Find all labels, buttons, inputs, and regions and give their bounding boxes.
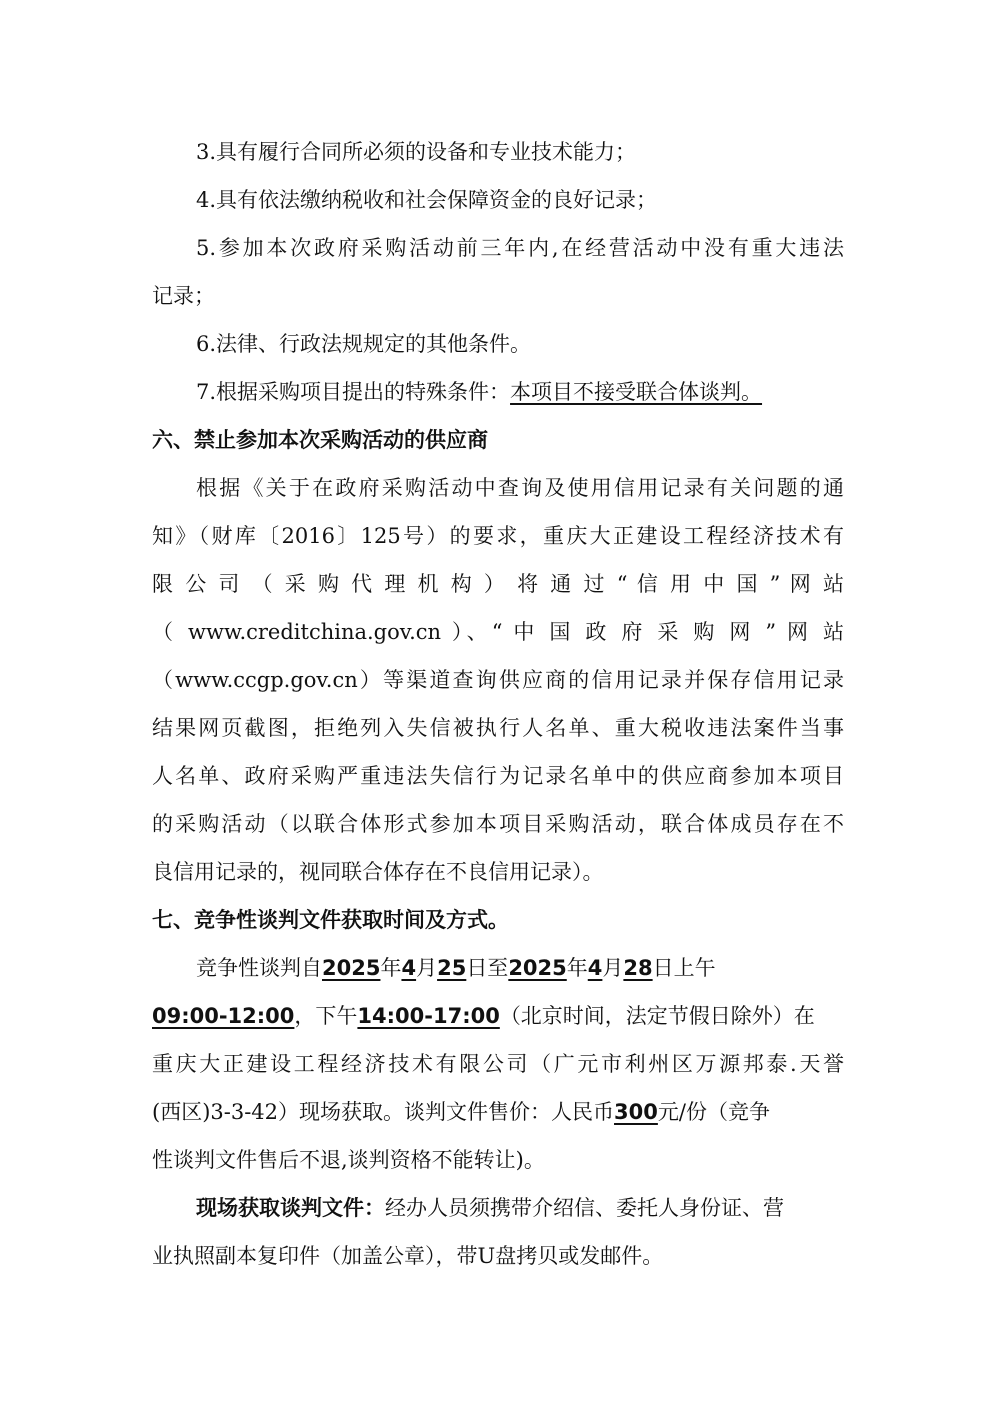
- no-refund-note: 性谈判文件售后不退,谈判资格不能转让)。: [152, 1148, 545, 1172]
- document-price: [152, 1094, 844, 1130]
- section-6-line-3: 限 公 司 （ 采 购 代 理 机 构 ） 将 通 过 “ 信 用 中 国 ” 网 站: [152, 572, 844, 596]
- section-6-line-5: （www.ccgp.gov.cn）等渠道查询供应商的信用记录并保存信用记录: [152, 668, 844, 692]
- section-6-line-9: 良信用记录的，视同联合体存在不良信用记录）。: [152, 860, 604, 884]
- start-year: 2025: [322, 956, 381, 980]
- dates-text-7: 日上午: [652, 956, 716, 980]
- special-condition: [196, 374, 844, 410]
- section-7-heading: 七、竞争性谈判文件获取时间及方式。: [152, 908, 509, 932]
- morning-hours: 09:00-12:00: [152, 1004, 295, 1028]
- dates-text-3: 月: [416, 956, 438, 980]
- dates-text-5: 年: [566, 956, 588, 980]
- qualification-item-5-continued: 记录；: [152, 284, 215, 308]
- start-month: 4: [401, 956, 417, 980]
- end-day: 28: [623, 956, 653, 980]
- qualification-item-6: 6.法律、行政法规规定的其他条件。: [196, 332, 532, 356]
- special-condition-value: 本项目不接受联合体谈判。: [510, 380, 763, 404]
- special-condition-label: 7.根据采购项目提出的特殊条件：: [196, 380, 511, 404]
- onsite-acquisition: [196, 1190, 844, 1226]
- onsite-label: 现场获取谈判文件：: [196, 1196, 385, 1220]
- end-year: 2025: [508, 956, 567, 980]
- dates-text-2: 年: [380, 956, 402, 980]
- dates-text-4: 日至: [466, 956, 509, 980]
- qualification-item-4: 4.具有依法缴纳税收和社会保障资金的良好记录；: [196, 188, 658, 212]
- section-6-line-8: 的采购活动（以联合体形式参加本项目采购活动，联合体成员存在不: [152, 812, 844, 836]
- price-unit: 元/份（竞争: [657, 1100, 770, 1124]
- start-day: 25: [437, 956, 467, 980]
- price-text: (西区)3-3-42）现场获取。谈判文件售价：人民币: [152, 1100, 615, 1124]
- section-6-line-4: （ www.creditchina.gov.cn ）、“ 中 国 政 府 采 购 网 ” 网 站: [152, 620, 844, 644]
- end-month: 4: [587, 956, 603, 980]
- acquisition-hours: [152, 998, 844, 1034]
- onsite-text: 经办人员须携带介绍信、委托人身份证、营: [385, 1196, 784, 1220]
- onsite-acquisition-continued: 业执照副本复印件（加盖公章），带U盘拷贝或发邮件。: [152, 1244, 664, 1268]
- section-6-line-7: 人名单、政府采购严重违法失信行为记录名单中的供应商参加本项目: [152, 764, 844, 788]
- afternoon-hours: 14:00-17:00: [357, 1004, 500, 1028]
- hours-text-2: （北京时间，法定节假日除外）在: [499, 1004, 815, 1028]
- acquisition-location: 重庆大正建设工程经济技术有限公司（广元市利州区万源邦泰.天誉: [152, 1052, 844, 1076]
- section-6-line-2: 知》（财库〔2016〕125号）的要求，重庆大正建设工程经济技术有: [152, 524, 844, 548]
- price-value: 300: [614, 1100, 658, 1124]
- dates-text-6: 月: [602, 956, 624, 980]
- qualification-item-3: 3.具有履行合同所必须的设备和专业技术能力；: [196, 140, 637, 164]
- section-6-line-6: 结果网页截图，拒绝列入失信被执行人名单、重大税收违法案件当事: [152, 716, 844, 740]
- acquisition-dates: [196, 950, 844, 986]
- section-6-heading: 六、禁止参加本次采购活动的供应商: [152, 428, 488, 452]
- qualification-item-5: 5.参加本次政府采购活动前三年内,在经营活动中没有重大违法: [196, 236, 844, 260]
- dates-text-1: 竞争性谈判自: [196, 956, 322, 980]
- hours-text-1: ，下午: [294, 1004, 358, 1028]
- section-6-line-1: 根据《关于在政府采购活动中查询及使用信用记录有关问题的通: [196, 476, 844, 500]
